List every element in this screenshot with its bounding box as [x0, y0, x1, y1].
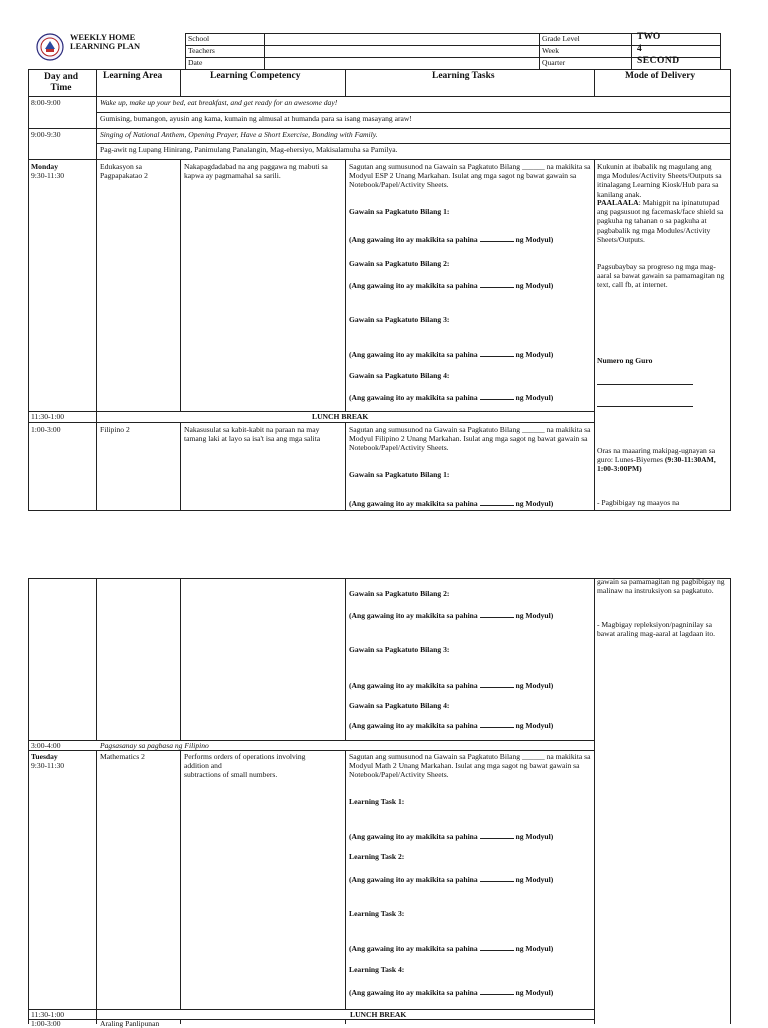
quarter-value: SECOND — [637, 56, 680, 66]
morning-line-4: Pag-awit ng Lupang Hinirang, Panimulang Panalangin, Mag-ehersiyo, Makisalamuha sa Pamilya. — [100, 145, 398, 154]
filipino-area: Filipino 2 — [100, 425, 130, 434]
morning-line-3: Singing of National Anthem, Opening Prayer, Have a Short Exercise, Bonding with Family. — [100, 130, 378, 139]
col-learning-competency: Learning Competency — [210, 71, 301, 81]
tuesday-page-note-4: (Ang gawaing ito ay makikita sa pahina ng Modyul) — [349, 988, 554, 997]
morning-time-1: 8:00-9:00 — [31, 98, 61, 107]
quarter-label: Quarter — [542, 58, 566, 67]
monday-task-3: Gawain sa Pagkatuto Bilang 3: — [349, 315, 450, 324]
filipino-competency: Nakasusulat sa kabit-kabit na paraan na may tamang laki at layo sa isa't isa ang mga salita — [184, 425, 321, 444]
tuesday-task-2: Learning Task 2: — [349, 852, 405, 861]
numero-ng-guro-label: Numero ng Guro — [597, 356, 653, 365]
monday-task-4: Gawain sa Pagkatuto Bilang 4: — [349, 371, 450, 380]
grade-level-value: TWO — [637, 32, 661, 42]
page2-mode-cont: gawain sa pamamagitan ng pagbibigay ng malinaw na instruksiyon sa pagkatuto. — [597, 577, 725, 596]
filipino-task-1: Gawain sa Pagkatuto Bilang 1: — [349, 470, 450, 479]
monday-mode-2: Pagsubaybay sa progreso ng mga mag-aaral sa bawat gawain sa pamamagitan ng text, call fb, at internet. — [597, 262, 725, 290]
tuesday-task-intro: Sagutan ang sumusunod na Gawain sa Pagkatuto Bilang ______ na makikita sa Modyul Math 2 Unang Markahan. Isulat ang mga sagot ng bawat gawain sa Notebook/Papel/Activity Sheets. — [349, 752, 591, 780]
filipino-mode-2: - Pagbibigay ng maayos na — [597, 498, 680, 507]
filipino-task-4: Gawain sa Pagkatuto Bilang 4: — [349, 701, 450, 710]
date-label: Date — [188, 58, 203, 67]
monday-mode-1: Kukunin at ibabalik ng magulang ang mga Modules/Activity Sheets/Outputs sa itinalagang Learning Kiosk/Hub para sa kanilang anak. — [597, 162, 722, 199]
tuesday-page-note-2: (Ang gawaing ito ay makikita sa pahina ng Modyul) — [349, 875, 554, 884]
week-value: 4 — [637, 44, 642, 54]
tuesday-competency-line1: Performs orders of operations involving — [184, 752, 306, 761]
monday-area-line2: Pagpapakatao 2 — [100, 171, 148, 180]
monday-task-intro: Sagutan ang sumusunod na Gawain sa Pagkatuto Bilang ______ na makikita sa Modyul ESP 2 Unang Markahan. Isulat ang mga sagot ng bawat gawain sa Notebook/Papel/Activity Sheets. — [349, 162, 591, 190]
col-day-time: Day and Time — [43, 72, 79, 93]
plan-title-line1: WEEKLY HOME — [70, 33, 136, 42]
week-label: Week — [542, 46, 560, 55]
reading-label: Pagsasanay sa pagbasa ng Filipino — [100, 741, 209, 750]
lunch-label: LUNCH BREAK — [312, 412, 369, 421]
monday-page-note-4: (Ang gawaing ito ay makikita sa pahina ng Modyul) — [349, 393, 554, 402]
tuesday-time: 9:30-11:30 — [31, 761, 65, 770]
monday-competency: Nakapagdadabad na ang paggawa ng mabuti sa kapwa ay pagmamahal sa sarili. — [184, 162, 328, 181]
filipino-mode-1: Oras na maaaring makipag-ugnayan sa guro: Lunes-Biyernes (9:30-11:30AM, 1:00-3:00PM) — [597, 446, 716, 474]
monday-time: 9:30-11:30 — [31, 171, 65, 180]
tuesday-task-3: Learning Task 3: — [349, 909, 405, 918]
col-learning-area: Learning Area — [103, 71, 163, 81]
tuesday-competency-line2: addition and — [184, 761, 222, 770]
filipino-task-intro: Sagutan ang sumusunod na Gawain sa Pagkatuto Bilang ______ na makikita sa Modyul Filipino 2 Unang Markahan. Isulat ang mga sagot ng bawat gawain sa Notebook/Papel/Activity Sheets. — [349, 425, 591, 453]
filipino-page-note-3: (Ang gawaing ito ay makikita sa pahina ng Modyul) — [349, 681, 554, 690]
lunch2-label: LUNCH BREAK — [350, 1010, 407, 1019]
reading-time: 3:00-4:00 — [31, 741, 61, 750]
school-label: School — [188, 34, 210, 43]
tuesday-page-note-1: (Ang gawaing ito ay makikita sa pahina ng Modyul) — [349, 832, 554, 841]
page2-mode-cont2: - Magbigay repleksiyon/pagninilay sa bawat araling mag-aaral at lagdaan ito. — [597, 620, 716, 639]
col-learning-tasks: Learning Tasks — [432, 71, 495, 81]
tuesday-day: Tuesday — [31, 752, 58, 761]
tuesday-area: Mathematics 2 — [100, 752, 145, 761]
plan-title-line2: LEARNING PLAN — [70, 42, 141, 51]
teachers-label: Teachers — [188, 46, 215, 55]
morning-time-2: 9:00-9:30 — [31, 130, 61, 139]
deped-seal-logo — [36, 33, 64, 61]
filipino-page-note-1: (Ang gawaing ito ay makikita sa pahina ng Modyul) — [349, 499, 554, 508]
monday-page-note-2: (Ang gawaing ito ay makikita sa pahina ng Modyul) — [349, 281, 554, 290]
filipino-task-2: Gawain sa Pagkatuto Bilang 2: — [349, 589, 450, 598]
monday-task-1: Gawain sa Pagkatuto Bilang 1: — [349, 207, 450, 216]
morning-line-1: Wake up, make up your bed, eat breakfast, and get ready for an awesome day! — [100, 98, 338, 107]
filipino-task-3: Gawain sa Pagkatuto Bilang 3: — [349, 645, 450, 654]
monday-area-line1: Edukasyon sa — [100, 162, 142, 171]
monday-task-2: Gawain sa Pagkatuto Bilang 2: — [349, 259, 450, 268]
filipino-page-note-2: (Ang gawaing ito ay makikita sa pahina ng Modyul) — [349, 611, 554, 620]
grade-level-label: Grade Level — [542, 34, 580, 43]
tuesday-task-1: Learning Task 1: — [349, 797, 405, 806]
col-mode-of-delivery: Mode of Delivery — [625, 71, 696, 81]
tuesday-task-4: Learning Task 4: — [349, 965, 405, 974]
tuesday-page-note-3: (Ang gawaing ito ay makikita sa pahina ng Modyul) — [349, 944, 554, 953]
tuesday-competency-line3: subtractions of small numbers. — [184, 770, 278, 779]
monday-page-note-3: (Ang gawaing ito ay makikita sa pahina ng Modyul) — [349, 350, 554, 359]
filipino-page-note-4: (Ang gawaing ito ay makikita sa pahina ng Modyul) — [349, 721, 554, 730]
numero-line-2 — [597, 406, 693, 407]
monday-day: Monday — [31, 162, 59, 171]
morning-line-2: Gumising, bumangon, ayusin ang kama, kumain ng almusal at humanda para sa isang masayang araw! — [100, 114, 412, 123]
next-area: Araling Panlipunan — [100, 1019, 160, 1028]
next-time: 1:00-3:00 — [31, 1019, 61, 1028]
numero-line-1 — [597, 384, 693, 385]
monday-page-note-1: (Ang gawaing ito ay makikita sa pahina ng Modyul) — [349, 235, 554, 244]
lunch-time: 11:30-1:00 — [31, 412, 65, 421]
monday-paalaala: PAALAALA: Mahigpit na ipinatutupad ang pagsusuot ng facemask/face shield sa pagkuha ng tahanan o sa pagkuha at pagbabalik ng mga Modules/Activity Sheets/Outputs. — [597, 198, 724, 244]
filipino-time: 1:00-3:00 — [31, 425, 61, 434]
lunch2-time: 11:30-1:00 — [31, 1010, 65, 1019]
